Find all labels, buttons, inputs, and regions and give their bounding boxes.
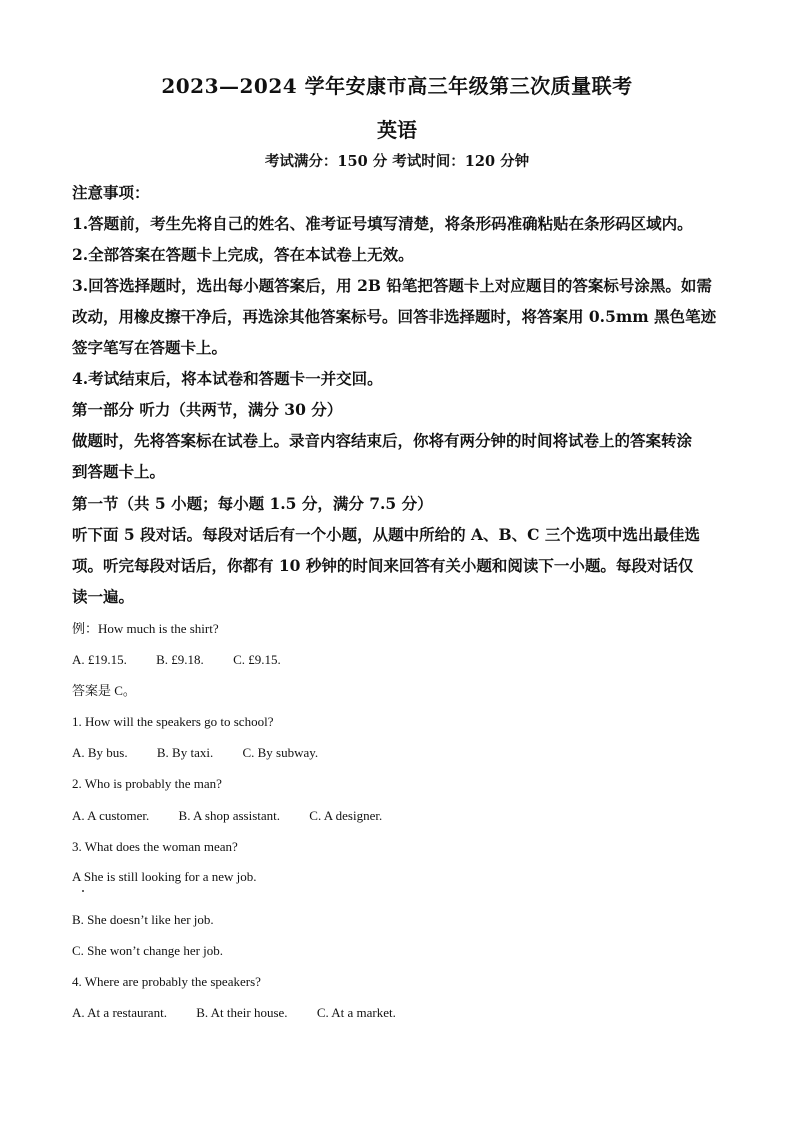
part1-instructions-line-1: 做题时，先将答案标在试卷上。录音内容结束后，你将有两分钟的时间将试卷上的答案转涂 bbox=[72, 431, 693, 450]
note-1: 1.答题前，考生先将自己的姓名、准考证号填写清楚，将条形码准确粘贴在条形码区域内。 bbox=[72, 214, 693, 233]
section1-instructions-line-2: 项。听完每段对话后，你都有 10 秒钟的时间来回答有关小题和阅读下一小题。每段对话仅 bbox=[72, 556, 694, 575]
example-option-c: C. £9.15. bbox=[233, 652, 281, 667]
question-2: 2. Who is probably the man? bbox=[72, 776, 222, 791]
question-3: 3. What does the woman mean? bbox=[72, 839, 238, 854]
question-1: 1. How will the speakers go to school? bbox=[72, 714, 274, 729]
stray-dot bbox=[82, 890, 84, 892]
q3-option-a: A She is still looking for a new job. bbox=[72, 869, 257, 884]
example-answer: 答案是 C。 bbox=[72, 683, 136, 698]
note-3-line-1: 3.回答选择题时，选出每小题答案后，用 2B 铅笔把答题卡上对应题目的答案标号涂黑。如需 bbox=[72, 276, 712, 295]
note-4: 4.考试结束后，将本试卷和答题卡一并交回。 bbox=[72, 369, 383, 388]
question-1-options bbox=[72, 743, 318, 763]
q1-option-b: B. By taxi. bbox=[156, 745, 214, 760]
section1-heading: 第一节（共 5 小题；每小题 1.5 分，满分 7.5 分） bbox=[72, 494, 433, 513]
q3-option-c: C. She won’t change her job. bbox=[72, 943, 224, 958]
example-option-a: A. £19.15. bbox=[72, 652, 127, 667]
q4-option-b: B. At their house. bbox=[196, 1005, 288, 1020]
note-3-line-2: 改动，用橡皮擦干净后，再选涂其他答案标号。回答非选择题时，将答案用 0.5mm 黑色笔迹 bbox=[72, 307, 717, 326]
subject-title: 英语 bbox=[377, 118, 417, 142]
question-4: 4. Where are probably the speakers? bbox=[72, 974, 261, 989]
section1-instructions-line-1: 听下面 5 段对话。每段对话后有一个小题，从题中所给的 A、B、C 三个选项中选出最佳选 bbox=[72, 525, 700, 544]
q1-option-c: C. By subway. bbox=[242, 745, 319, 760]
q4-option-a: A. At a restaurant. bbox=[72, 1005, 167, 1020]
part1-heading: 第一部分 听力（共两节，满分 30 分） bbox=[72, 400, 343, 419]
example-option-b: B. £9.18. bbox=[156, 652, 204, 667]
notes-heading: 注意事项： bbox=[72, 183, 150, 202]
section1-instructions-line-3: 读一遍。 bbox=[72, 587, 135, 606]
q2-option-c: C. A designer. bbox=[309, 808, 383, 823]
question-4-options bbox=[72, 1003, 396, 1023]
exam-title: 2023—2024 学年安康市高三年级第三次质量联考 bbox=[161, 74, 633, 98]
q2-option-b: B. A shop assistant. bbox=[178, 808, 281, 823]
example-question: 例：How much is the shirt? bbox=[72, 621, 219, 636]
q4-option-c: C. At a market. bbox=[316, 1005, 396, 1020]
part1-instructions-line-2: 到答题卡上。 bbox=[72, 462, 166, 481]
q1-option-a: A. By bus. bbox=[72, 745, 128, 760]
q2-option-a: A. A customer. bbox=[72, 808, 150, 823]
question-2-options bbox=[72, 806, 382, 826]
exam-info: 考试满分：150 分 考试时间：120 分钟 bbox=[264, 153, 530, 170]
example-options bbox=[72, 650, 281, 670]
note-3-line-3: 签字笔写在答题卡上。 bbox=[72, 338, 228, 357]
q3-option-b: B. She doesn’t like her job. bbox=[72, 912, 214, 927]
note-2: 2.全部答案在答题卡上完成，答在本试卷上无效。 bbox=[72, 245, 414, 264]
